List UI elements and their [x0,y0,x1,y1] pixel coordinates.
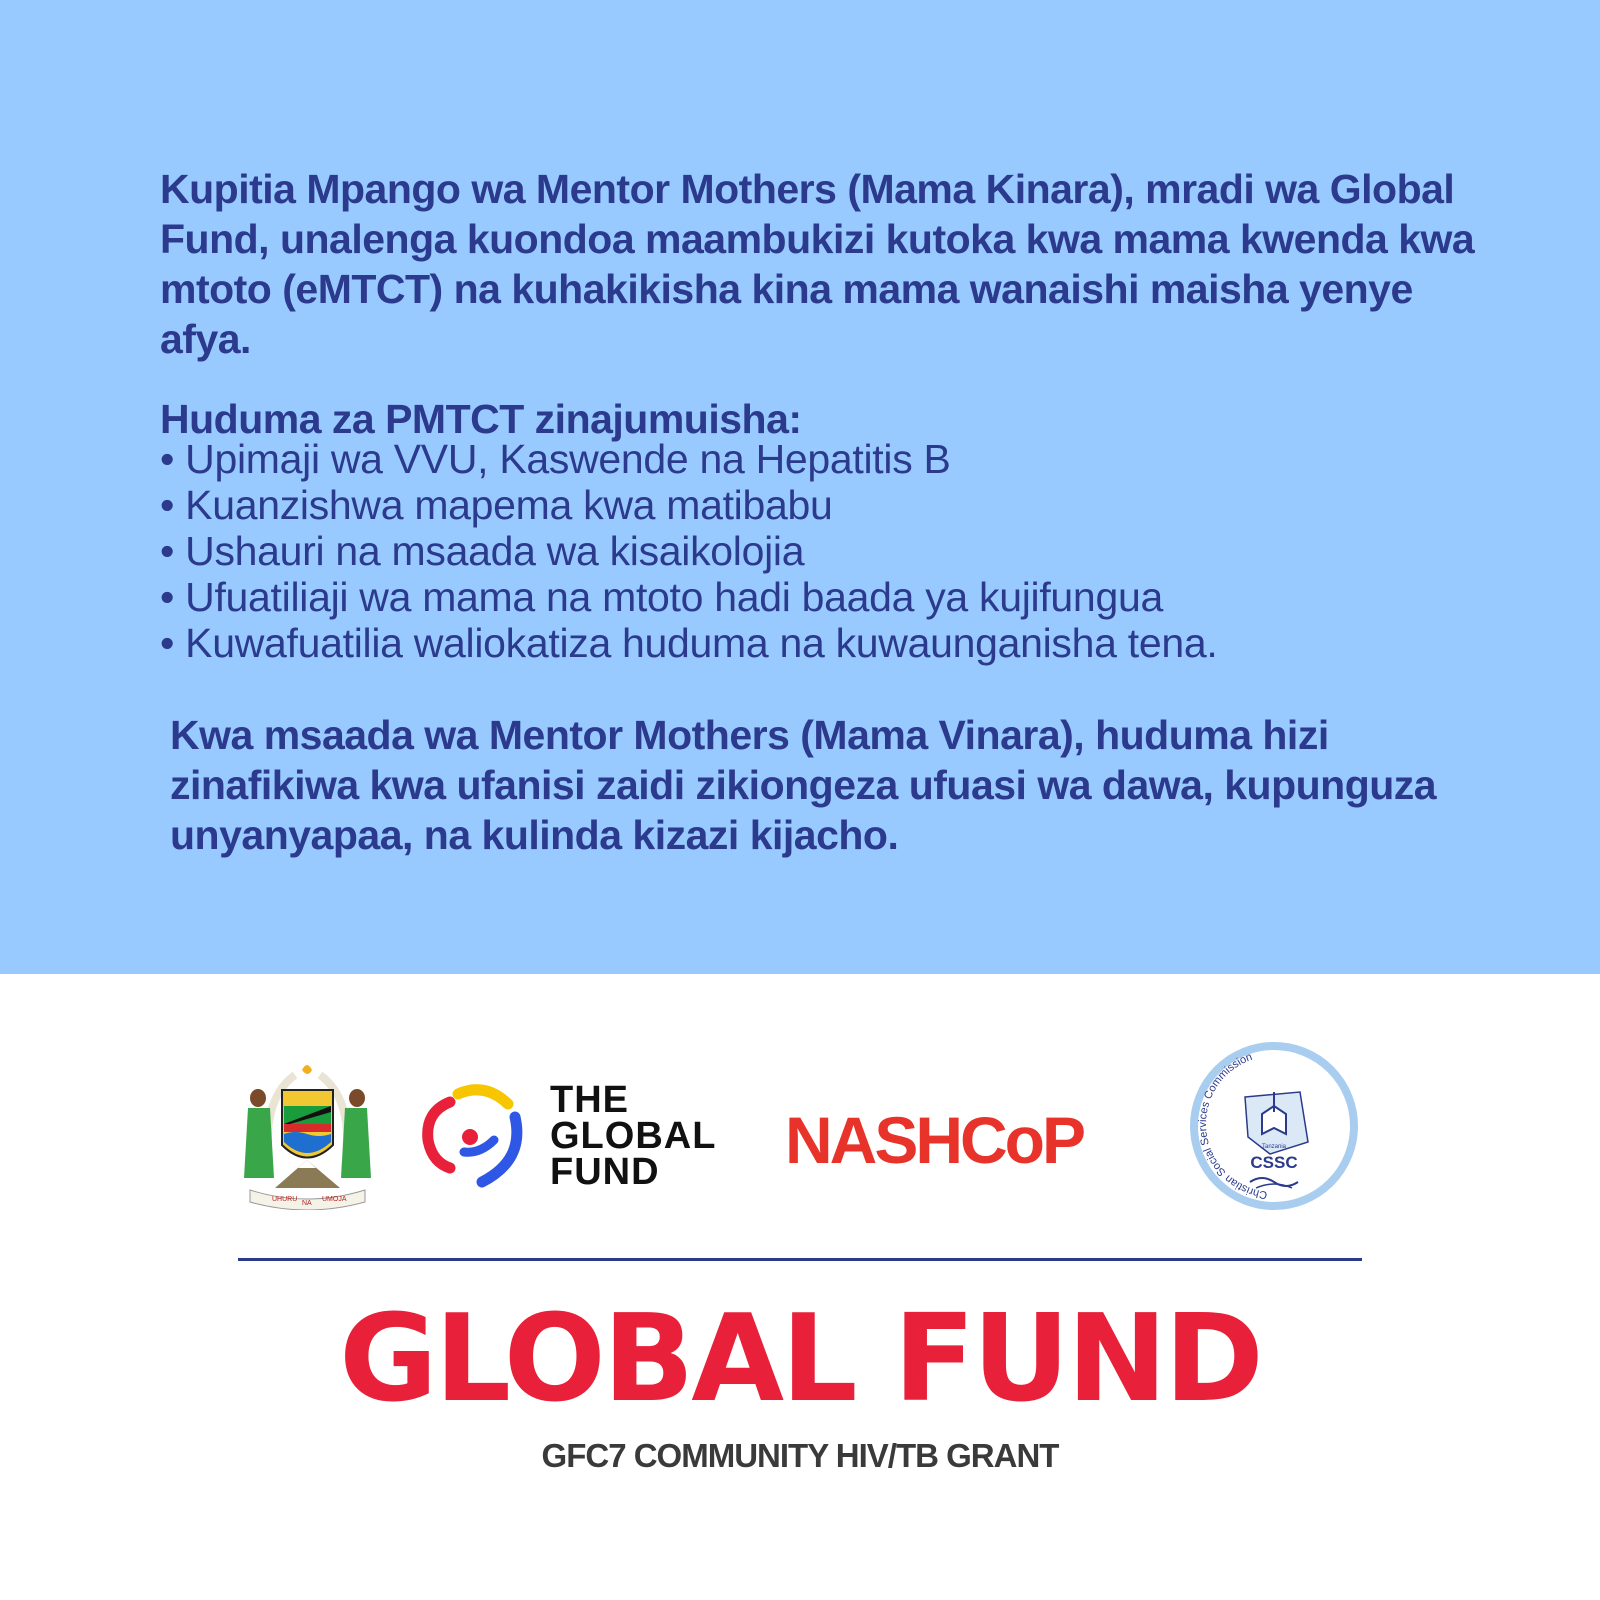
intro-paragraph: Kupitia Mpango wa Mentor Mothers (Mama Kinara), mradi wa Global Fund, unalenga kuondoa maambukizi kutoka kwa mama kwenda kwa mtoto (eMTCT) na kuhakikisha kina mama wanaishi maisha yenye afya. [160,166,1475,362]
motto-right: UMOJA [322,1196,347,1203]
services-list [160,436,1520,666]
nashcop-logo [785,1100,1145,1180]
global-fund-swirl-icon [420,1082,530,1192]
list-item: • Kuanzishwa mapema kwa matibabu [160,482,1520,528]
services-heading: Huduma za PMTCT zinajumuisha: [160,396,802,442]
divider [238,1258,1362,1261]
list-item: • Ushauri na msaada wa kisaikolojia [160,528,1520,574]
wordmark-line: FUND [550,1151,660,1193]
partner-logos [0,1050,1600,1220]
outro-paragraph: Kwa msaada wa Mentor Mothers (Mama Vinara), huduma hizi zinafikiwa kwa ufanisi zaidi zikiongeza ufuasi wa dawa, kupunguza unyanyapaa, na kulinda kizazi kijacho. [170,712,1437,858]
wordmark-line: GLOBAL [550,1115,717,1157]
cssc-abbr: CSSC [1250,1153,1298,1172]
cssc-country: Tanzania [1261,1144,1287,1150]
list-item: • Upimaji wa VVU, Kaswende na Hepatitis B [160,436,1520,482]
list-item: • Kuwafuatilia waliokatiza huduma na kuwaunganisha tena. [160,620,1520,666]
cssc-logo [1190,1042,1358,1214]
motto-mid: NA [302,1200,312,1207]
global-fund-wordmark [550,1079,717,1193]
wordmark-line: THE [550,1079,629,1121]
grant-subtitle: GFC7 COMMUNITY HIV/TB GRANT [541,1437,1059,1474]
tanzania-coat-of-arms-logo [240,1060,375,1210]
cssc-ring-text: Christian Social Services Commission [1196,1050,1269,1201]
motto-left: UHURU [272,1196,298,1203]
grant-title: GLOBAL FUND [339,1290,1261,1429]
nashcop-wordmark: NASHCoP [785,1103,1084,1177]
list-item: • Ufuatiliaji wa mama na mtoto hadi baada ya kujifungua [160,574,1520,620]
global-fund-logo [420,1079,730,1193]
